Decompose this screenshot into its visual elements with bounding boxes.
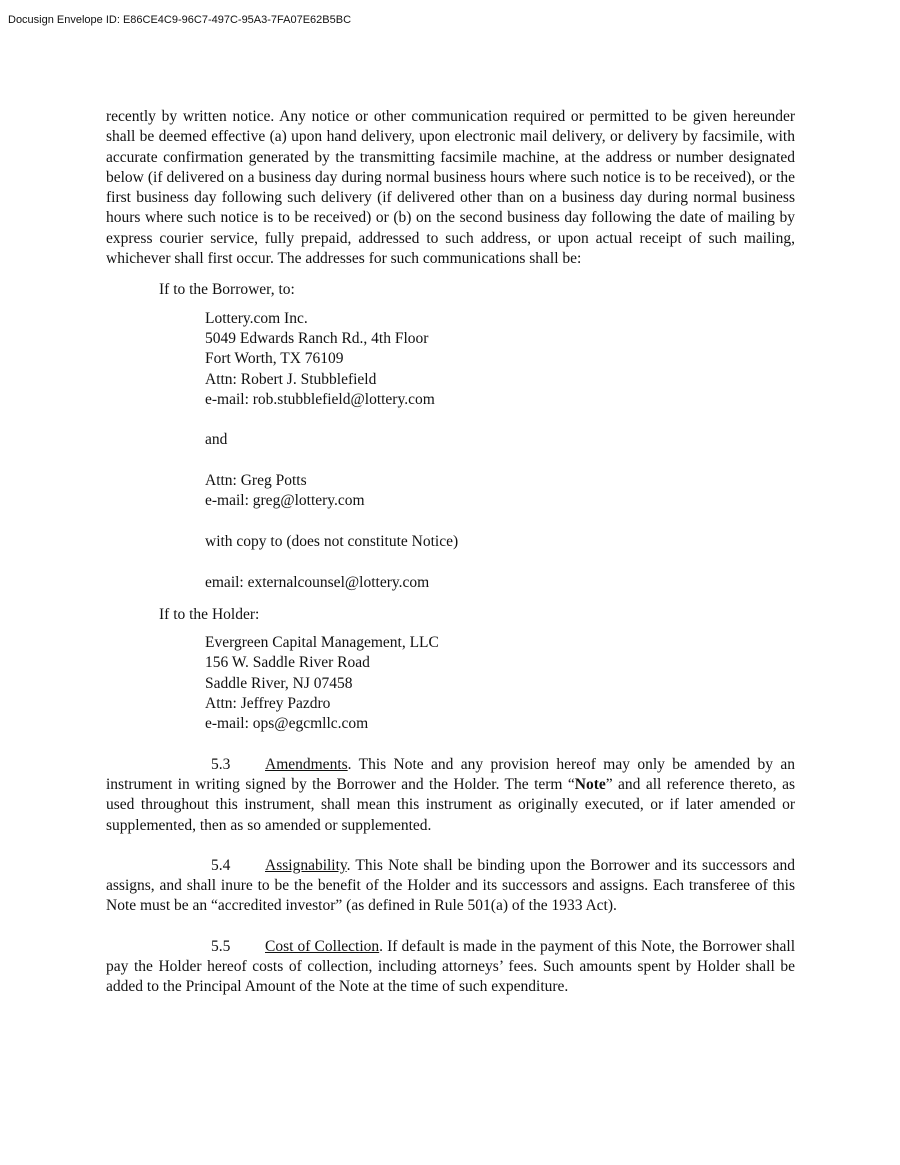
- section-text: . This Note shall be binding upon the Borrower and its successors and assigns, and shall inure to be the benefit of the Holder and its successors and assigns. Each transferee of this Note must be an “accredited investor” (as defined in Rule 501(a) of the 1933 Act).: [106, 856, 795, 915]
- holder-label: If to the Holder:: [159, 605, 260, 623]
- spacer: [205, 552, 795, 572]
- envelope-id: Docusign Envelope ID: E86CE4C9-96C7-497C-95A3-7FA07E62B5BC: [8, 14, 352, 26]
- borrower-attn-2: Attn: Greg Potts: [205, 472, 307, 490]
- section-number: 5.3: [211, 755, 231, 773]
- borrower-company: Lottery.com Inc.: [205, 309, 308, 327]
- spacer: [205, 451, 795, 471]
- spacer: [205, 512, 795, 532]
- holder-attn: Attn: Jeffrey Pazdro: [205, 695, 331, 713]
- borrower-and: and: [205, 431, 228, 449]
- section-5-3: [106, 755, 795, 836]
- spacer: [205, 410, 795, 430]
- borrower-street: 5049 Edwards Ranch Rd., 4th Floor: [205, 329, 429, 347]
- holder-street: 156 W. Saddle River Road: [205, 654, 370, 672]
- section-heading: Cost of Collection: [265, 937, 380, 955]
- borrower-label: If to the Borrower, to:: [159, 281, 295, 299]
- section-text: . This Note and any provision hereof may only be amended by an instrument in writing signed by the Borrower and the Holder. The term “: [106, 755, 795, 793]
- intro-paragraph: recently by written notice. Any notice or other communication required or permitted to be given hereunder shall be deemed effective (a) upon hand delivery, upon electronic mail delivery, or delivery by facsimile, with accurate confirmation generated by the transmitting facsimile machine, at the address or number designated below (if delivered on a business day during normal business hours where such notice is to be received), or the first business day following such delivery (if delivered other than on a business day during normal business hours where such notice is to be received) or (b) on the second business day following the date of mailing by express courier service, fully prepaid, addressed to such address, or upon actual receipt of such mailing, whichever shall first occur. The addresses for such communications shall be:: [106, 108, 795, 268]
- borrower-email-2: e-mail: greg@lottery.com: [205, 492, 365, 510]
- section-5-4: [106, 856, 795, 917]
- section-number: 5.5: [211, 937, 231, 955]
- borrower-email-3: email: externalcounsel@lottery.com: [205, 573, 430, 591]
- holder-email: e-mail: ops@egcmllc.com: [205, 715, 369, 733]
- section-5-5: [106, 937, 795, 998]
- document-page: [106, 107, 795, 998]
- section-text: ” and all reference thereto, as used throughout this instrument, shall mean this instrument as originally executed, or if later amended or supplemented, then as so amended or supplemented.: [106, 775, 795, 834]
- section-number: 5.4: [211, 856, 231, 874]
- holder-company: Evergreen Capital Management, LLC: [205, 634, 439, 652]
- section-heading: Assignability: [265, 856, 347, 874]
- section-text: . If default is made in the payment of this Note, the Borrower shall pay the Holder hereof costs of collection, including attorneys’ fees. Such amounts spent by Holder shall be added to the Principal Amount of the Note at the time of such expenditure.: [106, 937, 795, 996]
- borrower-city: Fort Worth, TX 76109: [205, 350, 344, 368]
- holder-city: Saddle River, NJ 07458: [205, 674, 353, 692]
- holder-address-block: [205, 633, 795, 734]
- borrower-address-block: [205, 309, 795, 593]
- borrower-email: e-mail: rob.stubblefield@lottery.com: [205, 390, 435, 408]
- section-heading: Amendments: [265, 755, 348, 773]
- defined-term: Note: [574, 775, 606, 793]
- borrower-copy-to: with copy to (does not constitute Notice): [205, 532, 459, 550]
- borrower-attn: Attn: Robert J. Stubblefield: [205, 370, 377, 388]
